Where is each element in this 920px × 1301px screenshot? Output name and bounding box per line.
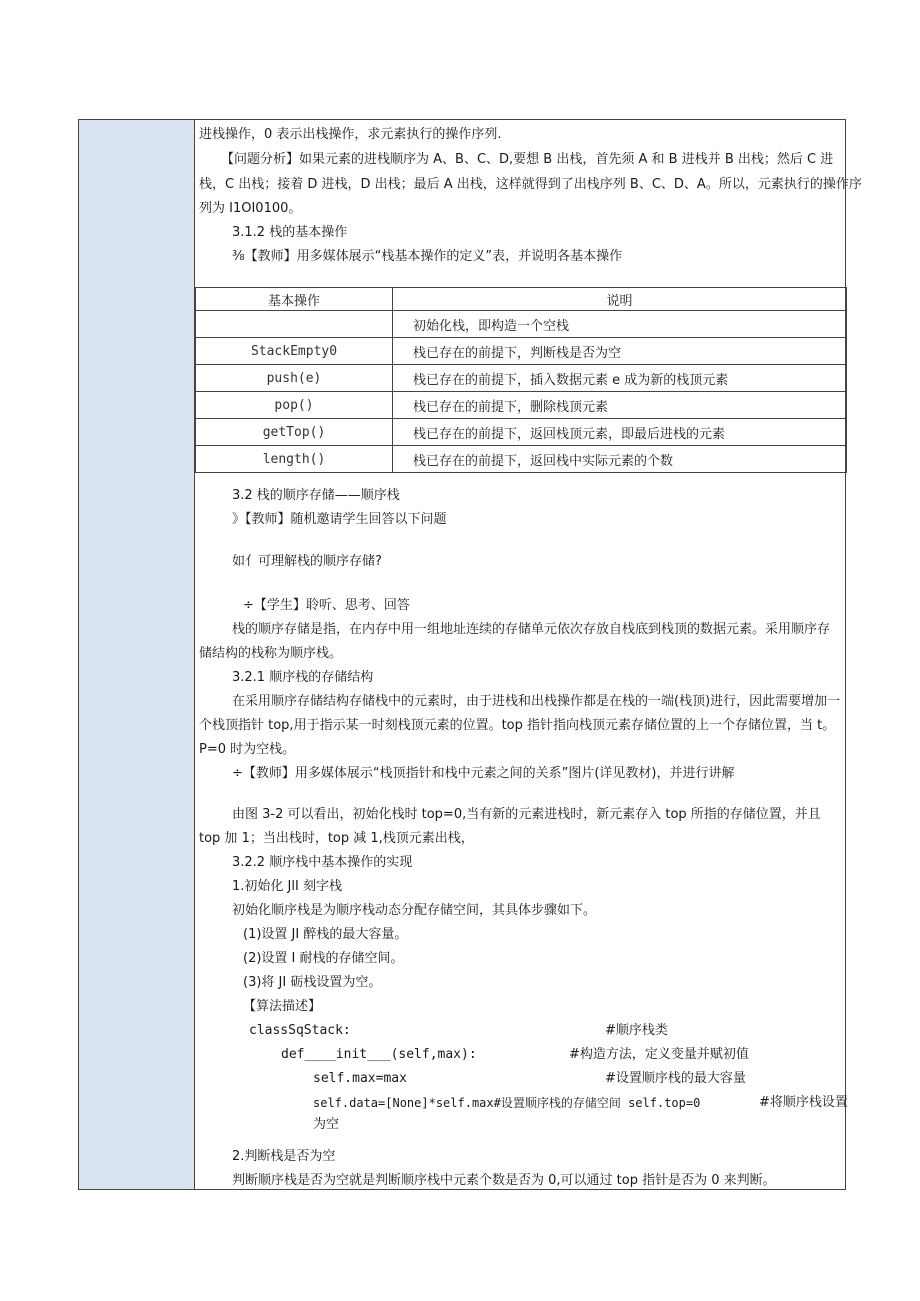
description-cell: 栈已存在的前提下，判断栈是否为空 <box>393 338 847 365</box>
subheading: 2.判断栈是否为空 <box>232 1149 336 1164</box>
text-line: 储结构的栈称为顺序栈。 <box>199 646 343 661</box>
left-column <box>79 120 195 1189</box>
algorithm-label: 【算法描述】 <box>243 999 322 1014</box>
operation-cell <box>196 311 393 338</box>
description-cell: 栈已存在的前提下，返回栈中实际元素的个数 <box>393 446 847 473</box>
teacher-note: 》【教师】随机邀请学生回答以下问题 <box>232 512 447 527</box>
basic-operations-table <box>195 287 847 473</box>
description-cell: 栈已存在的前提下，删除栈顶元素 <box>393 392 847 419</box>
question: 如亻可理解栈的顺序存储? <box>232 554 382 569</box>
table-row <box>196 446 847 473</box>
header-operation: 基本操作 <box>196 288 393 311</box>
subheading: 1.初始化 JlI 刻字栈 <box>232 879 342 894</box>
step-item: (3)将 JI 砺栈设置为空。 <box>243 975 382 990</box>
lesson-frame <box>78 119 862 1190</box>
section-heading: 3.2 栈的顺序存储——顺序栈 <box>232 488 400 503</box>
operation-cell: push(e) <box>196 365 393 392</box>
description-cell: 初始化栈，即构造一个空栈 <box>393 311 847 338</box>
section-heading: 3.1.2 栈的基本操作 <box>232 225 348 240</box>
step-item: (1)设置 JI 醉栈的最大容量。 <box>243 927 408 942</box>
code-comment: #设置顺序栈的最大容量 <box>605 1071 746 1086</box>
text-line: 判断顺序栈是否为空就是判断顺序栈中元素个数是否为 0,可以通过 top 指针是否为 0 来判断。 <box>232 1173 776 1188</box>
code-line: classSqStack: <box>249 1023 351 1038</box>
section-heading: 3.2.2 顺序栈中基本操作的实现 <box>232 855 413 870</box>
text-line: 列为 I1OI0100。 <box>199 201 302 216</box>
code-line: self.max=max <box>313 1071 407 1086</box>
text-line: P=0 时为空栈。 <box>199 742 296 757</box>
description-cell: 栈已存在的前提下，返回栈顶元素，即最后进栈的元素 <box>393 419 847 446</box>
code-line: self.data=[None]*self.max#设置顺序栈的存储空间 self.top=0 <box>313 1096 701 1110</box>
table-row <box>196 311 847 338</box>
description-cell: 栈已存在的前提下，插入数据元素 e 成为新的栈顶元素 <box>393 365 847 392</box>
operation-cell: length() <box>196 446 393 473</box>
table-row <box>196 338 847 365</box>
text-line: 栈，C 出栈；接着 D 进栈，D 出栈；最后 A 出栈，这样就得到了出栈序列 B、C、D、A。所以，元素执行的操作序 <box>199 177 862 192</box>
student-note: ÷【学生】聆听、思考、回答 <box>243 598 410 613</box>
header-description: 说明 <box>393 288 847 311</box>
table-header-row <box>196 288 847 311</box>
text-line: 个栈顶指针 top,用于指示某一时刻栈顶元素的位置。top 指针指向栈顶元素存储位置的上一个存储位置，当 t。 <box>199 718 836 733</box>
text-line: 在采用顺序存储结构存储栈中的元素时，由于进栈和出栈操作都是在栈的一端(栈顶)进行，因此需要增加一 <box>232 694 841 709</box>
teacher-note: ⅜【教师】用多媒体展示“栈基本操作的定义”表，并说明各基本操作 <box>232 249 623 264</box>
operation-cell: getTop() <box>196 419 393 446</box>
code-comment-continuation: 为空 <box>313 1117 340 1132</box>
code-comment: #顺序栈类 <box>605 1023 668 1038</box>
table-row <box>196 365 847 392</box>
step-item: (2)设置 I 耐栈的存储空间。 <box>243 951 404 966</box>
code-line: def____init___(self,max): <box>281 1047 477 1062</box>
text-line: 初始化顺序栈是为顺序栈动态分配存储空间，其具体步骤如下。 <box>232 903 597 918</box>
text-line: 进栈操作，0 表示出栈操作，求元素执行的操作序列. <box>199 127 502 142</box>
operation-cell: pop() <box>196 392 393 419</box>
operation-cell: StackEmpty0 <box>196 338 393 365</box>
content-column <box>195 120 862 1189</box>
table-row <box>196 392 847 419</box>
text-line: top 加 1；当出栈时，top 减 1,栈顶元素出栈， <box>199 831 474 846</box>
text-line: 由图 3-2 可以看出，初始化栈时 top=0,当有新的元素进栈时，新元素存入 top 所指的存储位置，并且 <box>232 807 821 822</box>
table-row <box>196 419 847 446</box>
text-line: 栈的顺序存储是指，在内存中用一组地址连续的存储单元依次存放自栈底到栈顶的数据元素。采用顺序存 <box>232 622 831 637</box>
problem-analysis: 【问题分析】如果元素的进栈顺序为 A、B、C、D,要想 B 出栈，首先须 A 和 B 进栈并 B 出栈；然后 C 进 <box>221 152 834 167</box>
section-heading: 3.2.1 顺序栈的存储结构 <box>232 670 374 685</box>
teacher-note: ÷【教师】用多媒体展示“栈顶指针和栈中元素之间的关系”图片(详见教材)，并进行讲解 <box>232 766 735 781</box>
code-comment: #构造方法，定义变量并赋初值 <box>569 1047 749 1062</box>
code-comment: #将顺序栈设置 <box>759 1095 848 1110</box>
